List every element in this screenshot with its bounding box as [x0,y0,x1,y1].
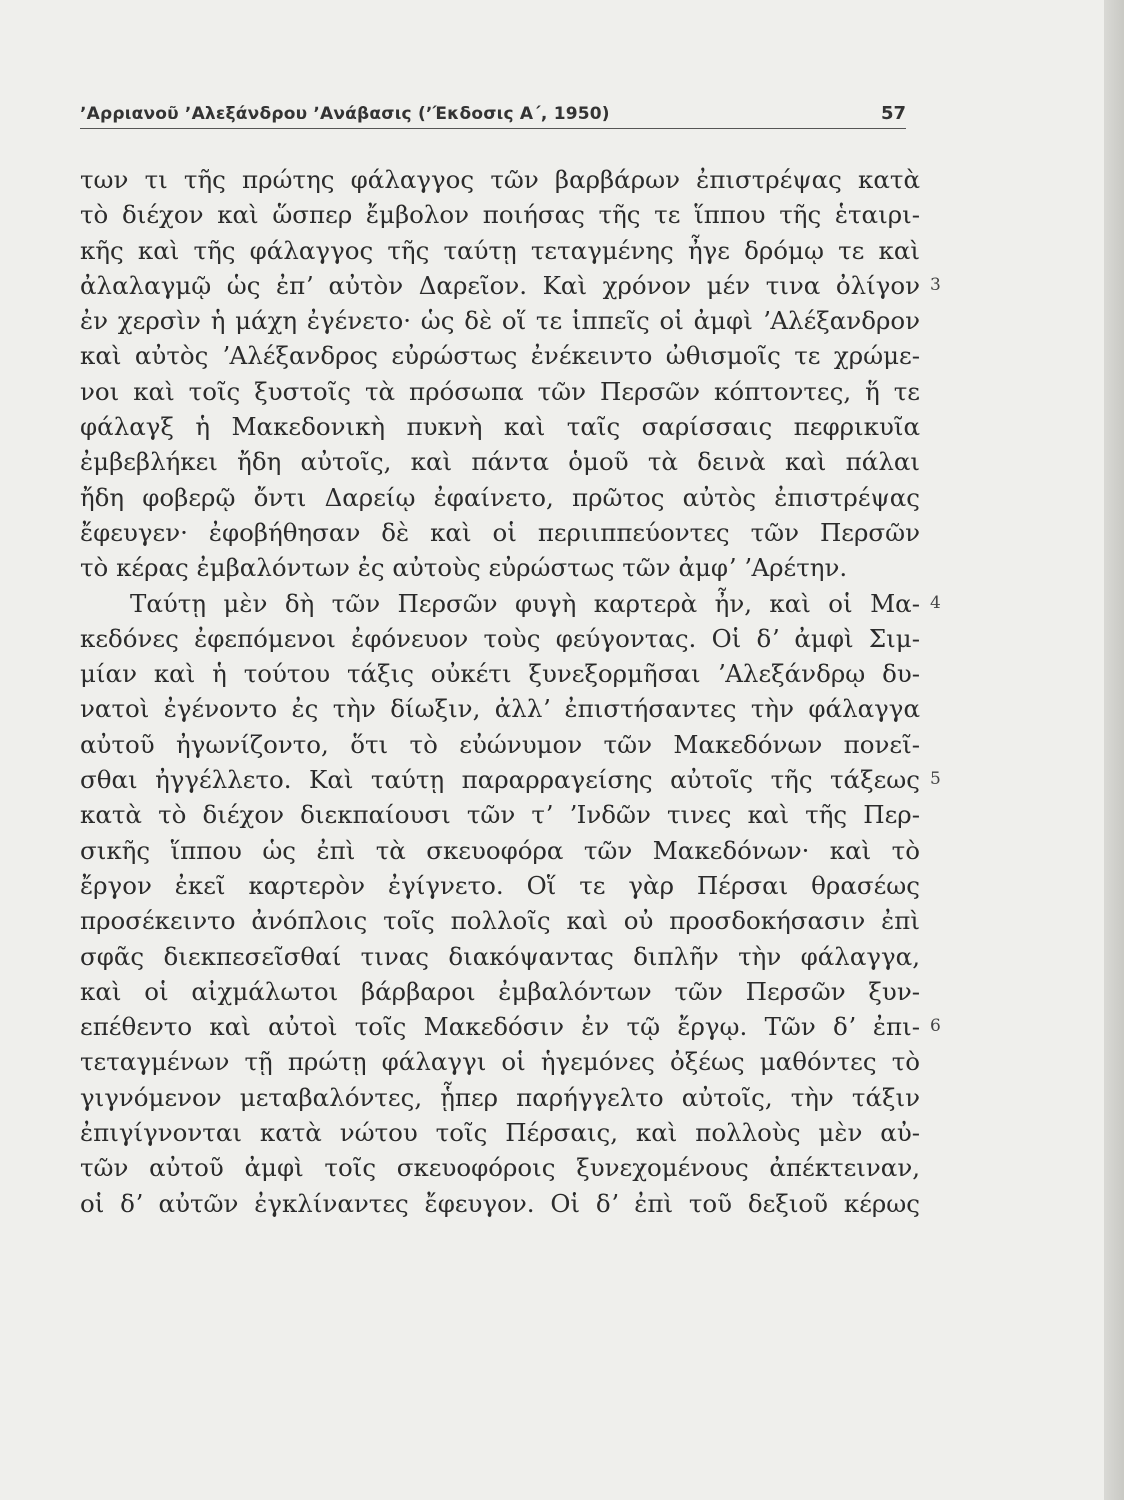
text-line-content: τεταγμένων τῇ πρώτῃ φάλαγγι οἱ ἡγεμόνες ὀξέως μαθόντες τὸ [80,1047,920,1077]
text-line [80,656,920,691]
text-line [80,939,920,974]
text-line [80,762,941,797]
text-line [80,621,920,656]
text-line [80,197,920,232]
section-number: 5 [930,769,941,790]
text-line-content: αὐτοῦ ἠγωνίζοντο, ὅτι τὸ εὐώνυμον τῶν Μακεδόνων πονεῖ- [80,729,920,759]
text-line [80,480,920,515]
text-line-content: τῶν αὐτοῦ ἀμφὶ τοῖς σκευοφόροις ξυνεχομένους ἀπέκτειναν, [80,1153,920,1183]
text-line-content: οἱ δʼ αὐτῶν ἐγκλίναντες ἔφευγον. Οἱ δʼ ἐπὶ τοῦ δεξιοῦ κέρως [80,1188,920,1218]
text-line-content: σθαι ἠγγέλλετο. Καὶ ταύτῃ παραρραγείσης αὐτοῖς τῆς τάξεως [80,765,920,795]
text-line [80,233,920,268]
page-number: 57 [880,103,906,124]
text-line-content: φάλαγξ ἡ Μακεδονικὴ πυκνὴ καὶ ταῖς σαρίσσαις πεφρικυῖα [80,412,920,442]
text-line-content: κῆς καὶ τῆς φάλαγγος τῆς ταύτῃ τεταγμένης ἦγε δρόμῳ τε καὶ [80,235,920,265]
text-line [80,409,920,444]
text-line-content: ἐπιγίγνονται κατὰ νώτου τοῖς Πέρσαις, καὶ πολλοὺς μὲν αὐ- [80,1118,920,1148]
book-spine-edge [1104,0,1124,1500]
text-line [80,550,920,585]
section-number: 6 [930,1016,941,1037]
text-line [80,691,920,726]
running-header [80,100,906,129]
text-line [80,868,920,903]
text-line-content: ἤδη φοβερῷ ὄντι Δαρείῳ ἐφαίνετο, πρῶτος αὐτὸς ἐπιστρέψας [80,482,920,512]
text-line [80,903,920,938]
body-text [80,162,941,1221]
text-line-content: ἔργον ἐκεῖ καρτερὸν ἐγίγνετο. Οἵ τε γὰρ Πέρσαι θρασέως [80,870,920,900]
text-line [80,586,941,621]
section-number: 4 [930,592,941,613]
text-line-content: κατὰ τὸ διέχον διεκπαίουσι τῶν τʼ ʼΙνδῶν τινες καὶ τῆς Περ- [80,800,920,830]
text-line-content: καὶ οἱ αἰχμάλωτοι βάρβαροι ἐμβαλόντων τῶν Περσῶν ξυν- [80,976,920,1006]
text-line [80,727,920,762]
text-line-content: ἔφευγεν· ἐφοβήθησαν δὲ καὶ οἱ περιιππεύοντες τῶν Περσῶν [80,517,920,547]
text-line-content: σικῆς ἵππου ὡς ἐπὶ τὰ σκευοφόρα τῶν Μακεδόνων· καὶ τὸ [80,835,920,865]
text-line-content: των τι τῆς πρώτης φάλαγγος τῶν βαρβάρων ἐπιστρέψας κατὰ [80,165,920,194]
text-line-content: επέθεντο καὶ αὐτοὶ τοῖς Μακεδόσιν ἐν τῷ ἔργῳ. Τῶν δʼ ἐπι- [80,1012,920,1042]
text-line [80,1080,920,1115]
text-line [80,268,941,303]
text-line-content: ἐν χερσὶν ἡ μάχη ἐγένετο· ὡς δὲ οἵ τε ἱππεῖς οἱ ἀμφὶ ʼΑλέξανδρον [80,306,920,336]
text-line-content: νοι καὶ τοῖς ξυστοῖς τὰ πρόσωπα τῶν Περσῶν κόπτοντες, ἥ τε [80,376,920,406]
text-line-content: τὸ διέχον καὶ ὥσπερ ἔμβολον ποιήσας τῆς τε ἵππου τῆς ἑταιρι- [80,200,920,230]
text-line [80,444,920,479]
text-line-content: σφᾶς διεκπεσεῖσθαί τινας διακόψαντας διπλῆν τὴν φάλαγγα, [80,941,920,971]
section-number: 3 [930,274,941,295]
text-line-content: γιγνόμενον μεταβαλόντες, ᾗπερ παρήγγελτο αὐτοῖς, τὴν τάξιν [80,1082,920,1112]
text-line [80,303,920,338]
text-line-content: προσέκειντο ἀνόπλοις τοῖς πολλοῖς καὶ οὐ προσδοκήσασιν ἐπὶ [80,906,920,936]
text-line [80,374,920,409]
text-line [80,1044,920,1079]
text-line-content: νατοὶ ἐγένοντο ἐς τὴν δίωξιν, ἀλλʼ ἐπιστήσαντες τὴν φάλαγγα [80,694,920,724]
text-line [80,833,920,868]
text-line-content: Ταύτῃ μὲν δὴ τῶν Περσῶν φυγὴ καρτερὰ ἦν, καὶ οἱ Μα- [130,588,920,618]
text-line [80,1115,920,1150]
text-line [80,338,920,373]
text-line [80,1150,920,1185]
text-line-content: κεδόνες ἐφεπόμενοι ἐφόνευον τοὺς φεύγοντας. Οἱ δʼ ἀμφὶ Σιμ- [80,623,920,653]
text-line [80,515,920,550]
text-line-content: ἀλαλαγμῷ ὡς ἐπʼ αὐτὸν Δαρεῖον. Καὶ χρόνον μέν τινα ὀλίγον [80,270,920,300]
text-line-content: τὸ κέρας ἐμβαλόντων ἐς αὐτοὺς εὐρώστως τῶν ἀμφʼ ʼΑρέτην. [80,553,848,583]
text-line [80,1186,920,1221]
text-line-content: καὶ αὐτὸς ʼΑλέξανδρος εὐρώστως ἐνέκειντο ὠθισμοῖς τε χρώμε- [80,341,920,371]
header-title: ʼΑρριανοῦ ʼΑλεξάνδρου ʼΑνάβασις (ʼΈκδοσις Α΄, 1950) [80,104,610,124]
text-line [80,797,920,832]
text-line [80,162,920,197]
text-line-content: μίαν καὶ ἡ τούτου τάξις οὐκέτι ξυνεξορμῆσαι ʼΑλεξάνδρῳ δυ- [80,659,920,689]
text-line [80,974,920,1009]
text-line [80,1009,941,1044]
text-line-content: ἐμβεβλήκει ἤδη αὐτοῖς, καὶ πάντα ὁμοῦ τὰ δεινὰ καὶ πάλαι [80,447,920,477]
